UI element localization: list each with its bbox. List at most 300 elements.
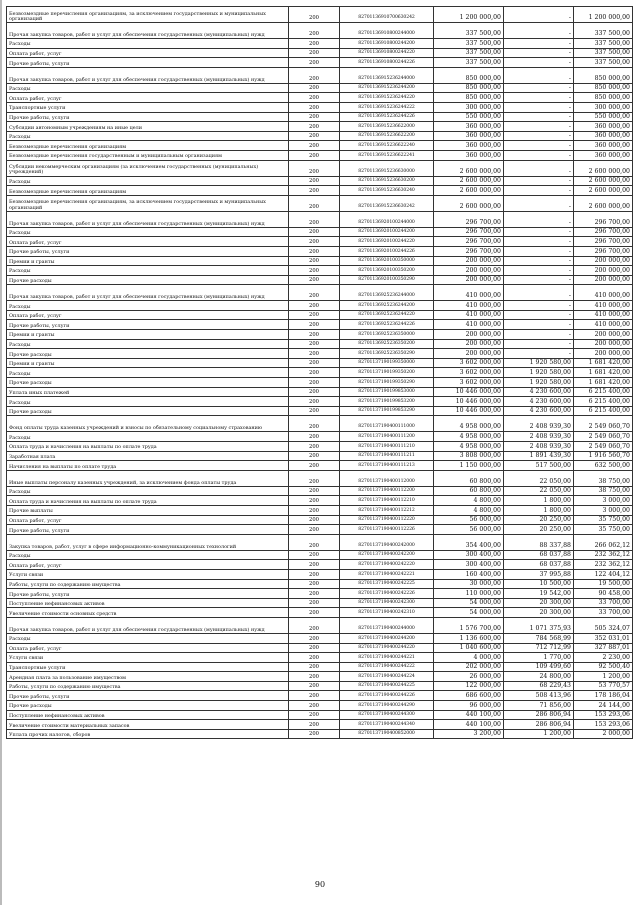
executed-amount-cell: - bbox=[504, 58, 574, 68]
approved-amount-cell: 2 600 000,00 bbox=[434, 176, 504, 186]
line-code-cell: 200 bbox=[289, 39, 340, 49]
row-name-cell: Прочие расходы bbox=[7, 406, 289, 416]
table-row bbox=[7, 237, 633, 247]
row-name-cell: Расходы bbox=[7, 227, 289, 237]
row-name-cell: Субсидии автономным учреждениям на иные цели bbox=[7, 122, 289, 132]
line-code-cell: 200 bbox=[289, 339, 340, 349]
approved-amount-cell: 337 500,00 bbox=[434, 48, 504, 58]
table-row bbox=[7, 339, 633, 349]
line-code-cell: 200 bbox=[289, 122, 340, 132]
executed-amount-cell: 1 920 580,00 bbox=[504, 378, 574, 388]
remaining-amount-cell: 327 887,01 bbox=[574, 643, 633, 653]
budget-code-cell: 82701136925236350200 bbox=[340, 339, 434, 349]
line-code-cell: 200 bbox=[289, 681, 340, 691]
budget-code-cell: 82701136925236244226 bbox=[340, 320, 434, 330]
remaining-amount-cell: 92 500,40 bbox=[574, 662, 633, 672]
row-name-cell: Прочие работы, услуги bbox=[7, 246, 289, 256]
budget-code-cell: 82701137190400242221 bbox=[340, 569, 434, 579]
budget-code-cell: 82701136915236244200 bbox=[340, 83, 434, 93]
line-code-cell: 200 bbox=[289, 368, 340, 378]
line-code-cell: 200 bbox=[289, 227, 340, 237]
line-code-cell: 200 bbox=[289, 701, 340, 711]
remaining-amount-cell: 2 549 060,70 bbox=[574, 432, 633, 442]
approved-amount-cell: 56 000,00 bbox=[434, 515, 504, 525]
approved-amount-cell: 1 136 600,00 bbox=[434, 633, 504, 643]
row-name-cell: Оплата работ, услуг bbox=[7, 48, 289, 58]
approved-amount-cell: 3 200,00 bbox=[434, 729, 504, 739]
line-code-cell: 200 bbox=[289, 285, 340, 301]
remaining-amount-cell: 850 000,00 bbox=[574, 93, 633, 103]
approved-amount-cell: 354 400,00 bbox=[434, 534, 504, 550]
executed-amount-cell: 286 806,94 bbox=[504, 720, 574, 730]
executed-amount-cell: - bbox=[504, 141, 574, 151]
table-row bbox=[7, 93, 633, 103]
line-code-cell: 200 bbox=[289, 720, 340, 730]
approved-amount-cell: 4 958 000,00 bbox=[434, 442, 504, 452]
table-row bbox=[7, 461, 633, 471]
budget-code-cell: 82701137190199350200 bbox=[340, 368, 434, 378]
row-name-cell: Прочая закупка товаров, работ и услуг для обеспечения государственных (муниципальных) нужд bbox=[7, 211, 289, 227]
approved-amount-cell: 2 600 000,00 bbox=[434, 160, 504, 176]
budget-code-cell: 82701137190400112000 bbox=[340, 470, 434, 486]
executed-amount-cell: 2 408 939,30 bbox=[504, 442, 574, 452]
approved-amount-cell: 3 808 000,00 bbox=[434, 451, 504, 461]
row-name-cell: Транспортные услуги bbox=[7, 102, 289, 112]
table-row bbox=[7, 560, 633, 570]
remaining-amount-cell: 232 362,12 bbox=[574, 550, 633, 560]
line-code-cell: 200 bbox=[289, 320, 340, 330]
line-code-cell: 200 bbox=[289, 525, 340, 535]
line-code-cell: 200 bbox=[289, 310, 340, 320]
approved-amount-cell: 54 000,00 bbox=[434, 608, 504, 618]
table-row bbox=[7, 195, 633, 211]
approved-amount-cell: 10 446 000,00 bbox=[434, 406, 504, 416]
row-name-cell: Расходы bbox=[7, 397, 289, 407]
table-row bbox=[7, 67, 633, 83]
approved-amount-cell: 4 800,00 bbox=[434, 496, 504, 506]
budget-code-cell: 82701137190199853200 bbox=[340, 397, 434, 407]
line-code-cell: 200 bbox=[289, 442, 340, 452]
budget-code-cell: 82701136925236244000 bbox=[340, 285, 434, 301]
approved-amount-cell: 60 800,00 bbox=[434, 486, 504, 496]
remaining-amount-cell: 2 230,00 bbox=[574, 653, 633, 663]
executed-amount-cell: - bbox=[504, 83, 574, 93]
budget-code-cell: 82701136915236630242 bbox=[340, 195, 434, 211]
budget-execution-table bbox=[6, 6, 633, 739]
table-row bbox=[7, 301, 633, 311]
remaining-amount-cell: 33 700,00 bbox=[574, 608, 633, 618]
row-name-cell: Уплата прочих налогов, сборов bbox=[7, 729, 289, 739]
approved-amount-cell: 3 602 000,00 bbox=[434, 358, 504, 368]
executed-amount-cell: - bbox=[504, 211, 574, 227]
remaining-amount-cell: 352 031,01 bbox=[574, 633, 633, 643]
row-name-cell: Премии и гранты bbox=[7, 256, 289, 266]
executed-amount-cell: 24 800,00 bbox=[504, 672, 574, 682]
remaining-amount-cell: 200 000,00 bbox=[574, 266, 633, 276]
table-row bbox=[7, 505, 633, 515]
executed-amount-cell: - bbox=[504, 310, 574, 320]
row-name-cell: Субсидии некоммерческим организациям (за исключением государственных (муниципальных) учреждений) bbox=[7, 160, 289, 176]
approved-amount-cell: 410 000,00 bbox=[434, 310, 504, 320]
table-row bbox=[7, 534, 633, 550]
budget-code-cell: 82701137190400112220 bbox=[340, 515, 434, 525]
row-name-cell: Иные выплаты персоналу казенных учреждений, за исключением фонда оплаты труда bbox=[7, 470, 289, 486]
executed-amount-cell: 1 071 375,93 bbox=[504, 617, 574, 633]
table-row bbox=[7, 285, 633, 301]
table-row bbox=[7, 141, 633, 151]
remaining-amount-cell: 1 681 420,00 bbox=[574, 378, 633, 388]
budget-code-cell: 82701136915236622200 bbox=[340, 131, 434, 141]
table-row bbox=[7, 579, 633, 589]
table-body bbox=[7, 7, 633, 739]
table-row bbox=[7, 550, 633, 560]
table-row bbox=[7, 58, 633, 68]
table-row bbox=[7, 470, 633, 486]
line-code-cell: 200 bbox=[289, 691, 340, 701]
row-name-cell: Прочие работы, услуги bbox=[7, 320, 289, 330]
budget-code-cell: 82701136925236244200 bbox=[340, 301, 434, 311]
executed-amount-cell: - bbox=[504, 48, 574, 58]
remaining-amount-cell: 6 215 400,00 bbox=[574, 406, 633, 416]
remaining-amount-cell: 632 500,00 bbox=[574, 461, 633, 471]
table-row bbox=[7, 211, 633, 227]
executed-amount-cell: - bbox=[504, 275, 574, 285]
remaining-amount-cell: 35 750,00 bbox=[574, 515, 633, 525]
remaining-amount-cell: 410 000,00 bbox=[574, 285, 633, 301]
table-row bbox=[7, 406, 633, 416]
executed-amount-cell: 4 230 600,00 bbox=[504, 397, 574, 407]
table-row bbox=[7, 368, 633, 378]
table-row bbox=[7, 112, 633, 122]
remaining-amount-cell: 300 000,00 bbox=[574, 102, 633, 112]
row-name-cell: Прочая закупка товаров, работ и услуг для обеспечения государственных (муниципальных) нужд bbox=[7, 617, 289, 633]
budget-code-cell: 82701137190400111200 bbox=[340, 432, 434, 442]
remaining-amount-cell: 850 000,00 bbox=[574, 83, 633, 93]
table-row bbox=[7, 23, 633, 39]
remaining-amount-cell: 200 000,00 bbox=[574, 275, 633, 285]
table-row bbox=[7, 691, 633, 701]
remaining-amount-cell: 266 062,12 bbox=[574, 534, 633, 550]
remaining-amount-cell: 35 750,00 bbox=[574, 525, 633, 535]
approved-amount-cell: 550 000,00 bbox=[434, 112, 504, 122]
line-code-cell: 200 bbox=[289, 48, 340, 58]
row-name-cell: Услуги связи bbox=[7, 569, 289, 579]
approved-amount-cell: 410 000,00 bbox=[434, 285, 504, 301]
approved-amount-cell: 4 958 000,00 bbox=[434, 416, 504, 432]
approved-amount-cell: 10 446 000,00 bbox=[434, 387, 504, 397]
line-code-cell: 200 bbox=[289, 237, 340, 247]
line-code-cell: 200 bbox=[289, 496, 340, 506]
line-code-cell: 200 bbox=[289, 617, 340, 633]
line-code-cell: 200 bbox=[289, 150, 340, 160]
table-row bbox=[7, 442, 633, 452]
table-row bbox=[7, 358, 633, 368]
remaining-amount-cell: 2 549 060,70 bbox=[574, 416, 633, 432]
table-row bbox=[7, 729, 633, 739]
row-name-cell: Расходы bbox=[7, 39, 289, 49]
budget-code-cell: 82701137190400244000 bbox=[340, 617, 434, 633]
executed-amount-cell: 10 500,00 bbox=[504, 579, 574, 589]
line-code-cell: 200 bbox=[289, 160, 340, 176]
remaining-amount-cell: 90 458,00 bbox=[574, 589, 633, 599]
line-code-cell: 200 bbox=[289, 569, 340, 579]
executed-amount-cell: 2 408 939,30 bbox=[504, 416, 574, 432]
line-code-cell: 200 bbox=[289, 589, 340, 599]
budget-code-cell: 82701136915236622241 bbox=[340, 150, 434, 160]
executed-amount-cell: 71 856,00 bbox=[504, 701, 574, 711]
table-row bbox=[7, 617, 633, 633]
executed-amount-cell: - bbox=[504, 246, 574, 256]
budget-code-cell: 82701137190199853290 bbox=[340, 406, 434, 416]
table-row bbox=[7, 48, 633, 58]
row-name-cell: Прочие работы, услуги bbox=[7, 112, 289, 122]
executed-amount-cell: 109 499,60 bbox=[504, 662, 574, 672]
approved-amount-cell: 296 700,00 bbox=[434, 211, 504, 227]
line-code-cell: 200 bbox=[289, 176, 340, 186]
line-code-cell: 200 bbox=[289, 534, 340, 550]
executed-amount-cell: 4 230 600,00 bbox=[504, 406, 574, 416]
budget-code-cell: 82701136910800244000 bbox=[340, 23, 434, 39]
table-row bbox=[7, 451, 633, 461]
line-code-cell: 200 bbox=[289, 432, 340, 442]
table-row bbox=[7, 160, 633, 176]
approved-amount-cell: 337 500,00 bbox=[434, 58, 504, 68]
row-name-cell: Оплата работ, услуг bbox=[7, 237, 289, 247]
row-name-cell: Расходы bbox=[7, 83, 289, 93]
row-name-cell: Прочие работы, услуги bbox=[7, 589, 289, 599]
executed-amount-cell: 508 413,96 bbox=[504, 691, 574, 701]
executed-amount-cell: 68 229,43 bbox=[504, 681, 574, 691]
approved-amount-cell: 54 000,00 bbox=[434, 598, 504, 608]
table-row bbox=[7, 525, 633, 535]
approved-amount-cell: 60 800,00 bbox=[434, 470, 504, 486]
approved-amount-cell: 410 000,00 bbox=[434, 301, 504, 311]
remaining-amount-cell: 2 600 000,00 bbox=[574, 186, 633, 196]
remaining-amount-cell: 360 000,00 bbox=[574, 141, 633, 151]
row-name-cell: Прочие расходы bbox=[7, 378, 289, 388]
executed-amount-cell: 37 995,88 bbox=[504, 569, 574, 579]
approved-amount-cell: 850 000,00 bbox=[434, 93, 504, 103]
line-code-cell: 200 bbox=[289, 7, 340, 23]
budget-code-cell: 82701136920100244000 bbox=[340, 211, 434, 227]
budget-code-cell: 82701136910700630242 bbox=[340, 7, 434, 23]
remaining-amount-cell: 38 750,00 bbox=[574, 470, 633, 486]
row-name-cell: Безвозмездные перечисления организациям, за исключением государственных и муниципальных организаций bbox=[7, 195, 289, 211]
remaining-amount-cell: 1 200 000,00 bbox=[574, 7, 633, 23]
executed-amount-cell: - bbox=[504, 237, 574, 247]
approved-amount-cell: 200 000,00 bbox=[434, 339, 504, 349]
budget-code-cell: 82701136920100244226 bbox=[340, 246, 434, 256]
row-name-cell: Прочие работы, услуги bbox=[7, 691, 289, 701]
table-row bbox=[7, 131, 633, 141]
remaining-amount-cell: 6 215 400,00 bbox=[574, 397, 633, 407]
row-name-cell: Увеличение стоимости основных средств bbox=[7, 608, 289, 618]
approved-amount-cell: 850 000,00 bbox=[434, 83, 504, 93]
line-code-cell: 200 bbox=[289, 451, 340, 461]
executed-amount-cell: 4 230 600,00 bbox=[504, 387, 574, 397]
row-name-cell: Прочая закупка товаров, работ и услуг для обеспечения государственных (муниципальных) нужд bbox=[7, 285, 289, 301]
approved-amount-cell: 296 700,00 bbox=[434, 246, 504, 256]
executed-amount-cell: 1 200,00 bbox=[504, 729, 574, 739]
remaining-amount-cell: 200 000,00 bbox=[574, 256, 633, 266]
remaining-amount-cell: 3 000,00 bbox=[574, 496, 633, 506]
row-name-cell: Прочая закупка товаров, работ и услуг для обеспечения государственных (муниципальных) нужд bbox=[7, 23, 289, 39]
budget-code-cell: 82701136915236622240 bbox=[340, 141, 434, 151]
row-name-cell: Расходы bbox=[7, 131, 289, 141]
approved-amount-cell: 200 000,00 bbox=[434, 349, 504, 359]
table-row bbox=[7, 515, 633, 525]
remaining-amount-cell: 38 750,00 bbox=[574, 486, 633, 496]
row-name-cell: Безвозмездные перечисления государственным и муниципальным организациям bbox=[7, 150, 289, 160]
row-name-cell: Заработная плата bbox=[7, 451, 289, 461]
remaining-amount-cell: 337 500,00 bbox=[574, 39, 633, 49]
line-code-cell: 200 bbox=[289, 256, 340, 266]
approved-amount-cell: 360 000,00 bbox=[434, 150, 504, 160]
approved-amount-cell: 122 000,00 bbox=[434, 681, 504, 691]
row-name-cell: Прочие расходы bbox=[7, 701, 289, 711]
table-row bbox=[7, 416, 633, 432]
executed-amount-cell: 517 500,00 bbox=[504, 461, 574, 471]
approved-amount-cell: 26 000,00 bbox=[434, 672, 504, 682]
row-name-cell: Прочие расходы bbox=[7, 275, 289, 285]
approved-amount-cell: 202 000,00 bbox=[434, 662, 504, 672]
line-code-cell: 200 bbox=[289, 579, 340, 589]
table-row bbox=[7, 701, 633, 711]
row-name-cell: Расходы bbox=[7, 486, 289, 496]
budget-code-cell: 82701136915236244222 bbox=[340, 102, 434, 112]
executed-amount-cell: 712 712,99 bbox=[504, 643, 574, 653]
approved-amount-cell: 686 600,00 bbox=[434, 691, 504, 701]
executed-amount-cell: 20 300,00 bbox=[504, 598, 574, 608]
row-name-cell: Фонд оплаты труда казенных учреждений и взносы по обязательному социальному страхованию bbox=[7, 416, 289, 432]
line-code-cell: 200 bbox=[289, 710, 340, 720]
approved-amount-cell: 1 200 000,00 bbox=[434, 7, 504, 23]
remaining-amount-cell: 2 600 000,00 bbox=[574, 195, 633, 211]
approved-amount-cell: 10 446 000,00 bbox=[434, 397, 504, 407]
executed-amount-cell: 22 050,00 bbox=[504, 486, 574, 496]
executed-amount-cell: 1 920 580,00 bbox=[504, 368, 574, 378]
remaining-amount-cell: 410 000,00 bbox=[574, 320, 633, 330]
approved-amount-cell: 360 000,00 bbox=[434, 141, 504, 151]
approved-amount-cell: 110 000,00 bbox=[434, 589, 504, 599]
remaining-amount-cell: 24 144,00 bbox=[574, 701, 633, 711]
line-code-cell: 200 bbox=[289, 349, 340, 359]
table-row bbox=[7, 496, 633, 506]
budget-code-cell: 82701136925236350000 bbox=[340, 330, 434, 340]
remaining-amount-cell: 122 404,12 bbox=[574, 569, 633, 579]
executed-amount-cell: 1 800,00 bbox=[504, 496, 574, 506]
budget-code-cell: 82701137190400242226 bbox=[340, 589, 434, 599]
table-row bbox=[7, 122, 633, 132]
remaining-amount-cell: 2 000,00 bbox=[574, 729, 633, 739]
row-name-cell: Расходы bbox=[7, 339, 289, 349]
executed-amount-cell: - bbox=[504, 320, 574, 330]
approved-amount-cell: 160 400,00 bbox=[434, 569, 504, 579]
executed-amount-cell: 68 037,88 bbox=[504, 560, 574, 570]
remaining-amount-cell: 337 500,00 bbox=[574, 58, 633, 68]
executed-amount-cell: - bbox=[504, 186, 574, 196]
table-row bbox=[7, 569, 633, 579]
executed-amount-cell: - bbox=[504, 256, 574, 266]
row-name-cell: Оплата работ, услуг bbox=[7, 643, 289, 653]
remaining-amount-cell: 360 000,00 bbox=[574, 122, 633, 132]
row-name-cell: Расходы bbox=[7, 550, 289, 560]
table-row bbox=[7, 320, 633, 330]
budget-code-cell: 82701136920100350200 bbox=[340, 266, 434, 276]
approved-amount-cell: 1 576 700,00 bbox=[434, 617, 504, 633]
budget-code-cell: 82701136920100350290 bbox=[340, 275, 434, 285]
line-code-cell: 200 bbox=[289, 505, 340, 515]
budget-code-cell: 82701137190400242225 bbox=[340, 579, 434, 589]
row-name-cell: Безвозмездные перечисления организациям bbox=[7, 186, 289, 196]
executed-amount-cell: 68 037,88 bbox=[504, 550, 574, 560]
table-row bbox=[7, 256, 633, 266]
executed-amount-cell: - bbox=[504, 266, 574, 276]
approved-amount-cell: 200 000,00 bbox=[434, 266, 504, 276]
remaining-amount-cell: 232 362,12 bbox=[574, 560, 633, 570]
remaining-amount-cell: 6 215 400,00 bbox=[574, 387, 633, 397]
approved-amount-cell: 410 000,00 bbox=[434, 320, 504, 330]
line-code-cell: 200 bbox=[289, 358, 340, 368]
line-code-cell: 200 bbox=[289, 608, 340, 618]
approved-amount-cell: 4 800,00 bbox=[434, 505, 504, 515]
approved-amount-cell: 30 000,00 bbox=[434, 579, 504, 589]
executed-amount-cell: - bbox=[504, 301, 574, 311]
table-row bbox=[7, 39, 633, 49]
executed-amount-cell: - bbox=[504, 67, 574, 83]
remaining-amount-cell: 3 000,00 bbox=[574, 505, 633, 515]
remaining-amount-cell: 53 770,57 bbox=[574, 681, 633, 691]
remaining-amount-cell: 200 000,00 bbox=[574, 330, 633, 340]
executed-amount-cell: - bbox=[504, 122, 574, 132]
approved-amount-cell: 4 000,00 bbox=[434, 653, 504, 663]
line-code-cell: 200 bbox=[289, 58, 340, 68]
executed-amount-cell: - bbox=[504, 330, 574, 340]
budget-code-cell: 82701136915236244220 bbox=[340, 93, 434, 103]
executed-amount-cell: 2 408 939,30 bbox=[504, 432, 574, 442]
remaining-amount-cell: 153 293,06 bbox=[574, 720, 633, 730]
approved-amount-cell: 300 400,00 bbox=[434, 560, 504, 570]
executed-amount-cell: 88 337,88 bbox=[504, 534, 574, 550]
budget-code-cell: 82701137190400852000 bbox=[340, 729, 434, 739]
row-name-cell: Уплата иных платежей bbox=[7, 387, 289, 397]
budget-code-cell: 82701136910800244226 bbox=[340, 58, 434, 68]
budget-code-cell: 82701136925236244220 bbox=[340, 310, 434, 320]
line-code-cell: 200 bbox=[289, 470, 340, 486]
remaining-amount-cell: 178 186,04 bbox=[574, 691, 633, 701]
executed-amount-cell: 1 891 439,30 bbox=[504, 451, 574, 461]
table-row bbox=[7, 598, 633, 608]
approved-amount-cell: 337 500,00 bbox=[434, 23, 504, 39]
line-code-cell: 200 bbox=[289, 729, 340, 739]
executed-amount-cell: 1 800,00 bbox=[504, 505, 574, 515]
remaining-amount-cell: 850 000,00 bbox=[574, 67, 633, 83]
remaining-amount-cell: 296 700,00 bbox=[574, 237, 633, 247]
table-row bbox=[7, 397, 633, 407]
budget-code-cell: 82701137190400244300 bbox=[340, 710, 434, 720]
approved-amount-cell: 2 600 000,00 bbox=[434, 195, 504, 211]
line-code-cell: 200 bbox=[289, 653, 340, 663]
budget-code-cell: 82701137190400111213 bbox=[340, 461, 434, 471]
table-row bbox=[7, 589, 633, 599]
row-name-cell: Услуги связи bbox=[7, 653, 289, 663]
budget-code-cell: 82701137190400244225 bbox=[340, 681, 434, 691]
budget-code-cell: 82701137190400244221 bbox=[340, 653, 434, 663]
budget-code-cell: 82701136915236630000 bbox=[340, 160, 434, 176]
line-code-cell: 200 bbox=[289, 378, 340, 388]
remaining-amount-cell: 2 600 000,00 bbox=[574, 176, 633, 186]
remaining-amount-cell: 296 700,00 bbox=[574, 227, 633, 237]
